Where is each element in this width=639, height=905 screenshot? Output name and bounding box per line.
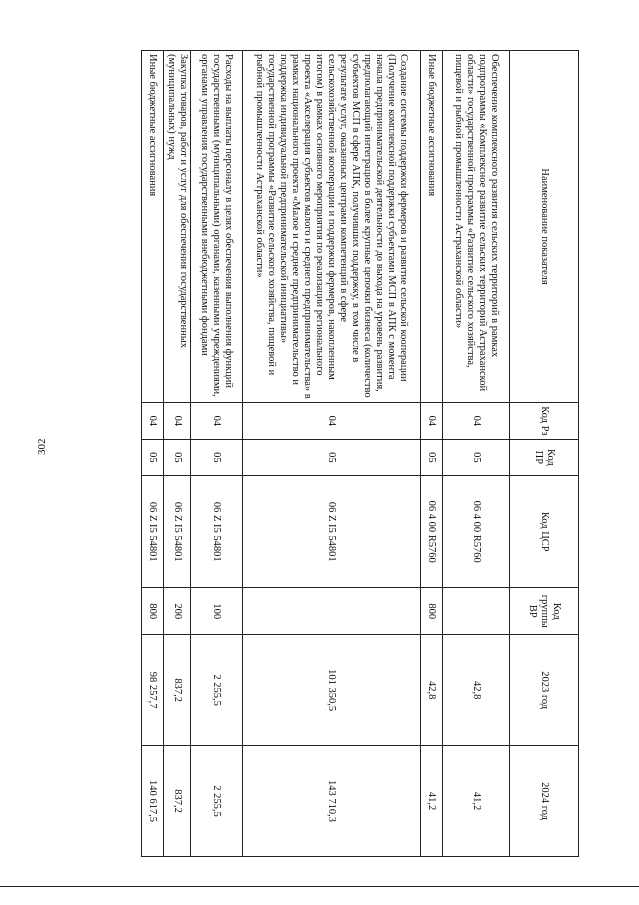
row-rz: 04: [164, 403, 191, 440]
table-header-row: [510, 51, 579, 857]
row-vr: 800: [142, 588, 164, 635]
budget-table-container: [142, 50, 579, 857]
header-2023: 2023 год: [510, 635, 579, 746]
row-2024: 2 255,5: [191, 746, 243, 857]
row-name: Создание системы поддержки фермеров и развитие сельской кооперации (Получение комплексной поддержки субъектами МСП в АПК с момента начала предпринимательской деятельности до выхода на уровень развития, предполагающий интеграцию в более крупные цепочки бизнеса (количество субъектов МСП в сфере АПК, получивших поддержку, в том числе в результате услуг, оказанных центрами компетенций в сфере сельскохозяйственной кооперации и поддержки фермеров, накопленным итогом) в рамках основного мероприятия по реализации регионального проекта «Акселерация субъектов малого и среднего предпринимательства» в рамках национального проекта «Малое и среднее предпринимательство и поддержка индивидуальной предпринимательской инициативы» государственной программы «Развитие сельского хозяйства, пищевой и рыбной промышленности Астраханской области»: [243, 51, 421, 403]
row-2023: 2 255,5: [191, 635, 243, 746]
row-csr: 06 4 00 R5760: [421, 476, 443, 588]
row-vr: [243, 588, 421, 635]
row-rz: 04: [421, 403, 443, 440]
row-name: Иные бюджетные ассигнования: [142, 51, 164, 403]
row-2023: 42,8: [443, 635, 510, 746]
row-2023: 42,8: [421, 635, 443, 746]
row-2024: 143 710,3: [243, 746, 421, 857]
row-2023: 98 257,7: [142, 635, 164, 746]
row-pr: 05: [142, 439, 164, 476]
row-2024: 41,2: [443, 746, 510, 857]
table-row: [142, 51, 164, 857]
table-row: [164, 51, 191, 857]
page-bottom-rule: [0, 886, 639, 887]
header-name: Наименование показателя: [510, 51, 579, 403]
budget-table: [141, 50, 579, 857]
header-csr: Код ЦСР: [510, 476, 579, 588]
row-2023: 837,2: [164, 635, 191, 746]
row-2023: 101 350,5: [243, 635, 421, 746]
row-2024: 140 617,5: [142, 746, 164, 857]
row-name: Обеспечение комплексного развития сельских территорий в рамках подпрограммы «Комплексное развитие сельских территорий Астраханской области» государственной программы «Развитие сельского хозяйства, пищевой и рыбной промышленности Астраханской области»: [443, 51, 510, 403]
row-csr: 06 Z I5 54801: [142, 476, 164, 588]
row-vr: [443, 588, 510, 635]
table-row: [421, 51, 443, 857]
row-pr: 05: [164, 439, 191, 476]
header-pr: Код ПР: [510, 439, 579, 476]
table-row: [191, 51, 243, 857]
header-vr: Код группы ВР: [510, 588, 579, 635]
row-rz: 04: [243, 403, 421, 440]
header-rz: Код Рз: [510, 403, 579, 440]
table-row: [243, 51, 421, 857]
table-row: [443, 51, 510, 857]
row-csr: 06 Z I5 54801: [243, 476, 421, 588]
row-pr: 05: [421, 439, 443, 476]
row-csr: 06 4 00 R5760: [443, 476, 510, 588]
row-2024: 41,2: [421, 746, 443, 857]
row-name: Расходы на выплаты персоналу в целях обеспечения выполнения функций государственными (муниципальными) органами, казенными учреждениями, органами управления государственными внебюджетными фондами: [191, 51, 243, 403]
row-csr: 06 Z I5 54801: [191, 476, 243, 588]
row-csr: 06 Z I5 54801: [164, 476, 191, 588]
page-number: 302: [36, 438, 48, 455]
row-rz: 04: [191, 403, 243, 440]
row-vr: 100: [191, 588, 243, 635]
row-pr: 05: [191, 439, 243, 476]
row-pr: 05: [243, 439, 421, 476]
row-rz: 04: [142, 403, 164, 440]
row-2024: 837,2: [164, 746, 191, 857]
header-2024: 2024 год: [510, 746, 579, 857]
row-pr: 05: [443, 439, 510, 476]
row-rz: 04: [443, 403, 510, 440]
row-name: Иные бюджетные ассигнования: [421, 51, 443, 403]
row-name: Закупка товаров, работ и услуг для обеспечения государственных (муниципальных) нужд: [164, 51, 191, 403]
row-vr: 800: [421, 588, 443, 635]
row-vr: 200: [164, 588, 191, 635]
